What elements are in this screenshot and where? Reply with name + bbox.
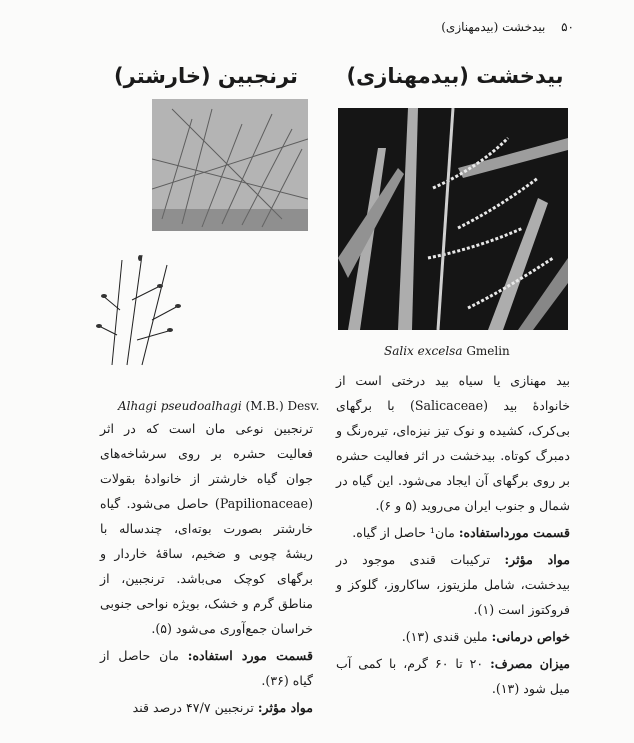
running-title: بیدخشت (بیدمهنازی) [441, 20, 546, 34]
page-number: ۵۰ [561, 20, 574, 34]
taranjabin-part-used [100, 643, 313, 693]
part-used-value: مان حاصل از گیاه (۳۶). [100, 648, 313, 688]
section-title-taranjabin: ترنجبین (خارشتر) [114, 64, 298, 88]
part-used-label: قسمت مورد استفاده: [187, 648, 313, 663]
part-used-value: مان¹ حاصل از گیاه. [352, 525, 455, 540]
taranjabin-active [100, 695, 313, 720]
active-label: مواد مؤثر: [504, 552, 570, 567]
alhagi-caption [118, 399, 320, 413]
salix-author: Gmelin [466, 344, 510, 358]
alhagi-photo [152, 99, 308, 231]
alhagi-author: (M.B.) Desv. [245, 399, 320, 413]
bidkhesht-description: بید مهنازی یا سیاه بید درختی است از خانوادهٔ بید (Salicaceae) با برگهای بی‌کرک، کشیده و نوک تیز نیزه‌ای، تیره‌رنگ و دمبرگ کوتاه. بیدخشت در اثر فعالیت حشره بر روی برگهای آن ایجاد می‌شود. این گیاه در شمال و جنوب ایران می‌روید (۵ و ۶). [336, 373, 570, 513]
alhagi-drawing [92, 250, 188, 368]
section-title-bidkhesht: بیدخشت (بیدمهنازی) [346, 64, 564, 88]
bidkhesht-active [336, 547, 570, 622]
active-value: ترکیبات قندی موجود در بیدخشت، شامل ملزیتوز، ساکاروز، گلوکز و فروکتوز است (۱). [336, 552, 570, 617]
bidkhesht-properties [336, 624, 570, 649]
bidkhesht-part-used [336, 520, 570, 545]
bidkhesht-dosage [336, 651, 570, 701]
part-used-label: قسمت مورداستفاده: [458, 525, 570, 540]
active-value: ترنجبین ۴۷/۷ درصد قند [132, 700, 254, 715]
salix-photo [338, 108, 568, 330]
dosage-value: ۲۰ تا ۶۰ گرم، با کمی آب میل شود (۱۳). [336, 656, 570, 696]
alhagi-latin-name: Alhagi pseudoalhagi [118, 399, 242, 413]
properties-label: خواص درمانی: [491, 629, 570, 644]
properties-value: ملین قندی (۱۳). [401, 629, 488, 644]
bidkhesht-text [336, 368, 570, 701]
dosage-label: میزان مصرف: [490, 656, 570, 671]
running-header [274, 20, 574, 34]
salix-caption [384, 344, 510, 358]
taranjabin-text [100, 416, 313, 720]
taranjabin-description: ترنجبین نوعی مان است که در اثر فعالیت حشره بر روی سرشاخه‌های جوان گیاه خارشتر از خانوادهٔ بقولات (Papilionaceae) حاصل می‌شود. گیاه خارشتر بصورت بوته‌ای، چندساله با ریشهٔ چوبی و ضخیم، ساقهٔ خاردار و برگهای کوچک می‌باشد. ترنجبین، از مناطق گرم و خشک، بویژه نواحی جنوبی خراسان جمع‌آوری می‌شود (۵). [100, 421, 313, 636]
active-label: مواد مؤثر: [257, 700, 313, 715]
salix-latin-name: Salix excelsa [384, 344, 463, 358]
